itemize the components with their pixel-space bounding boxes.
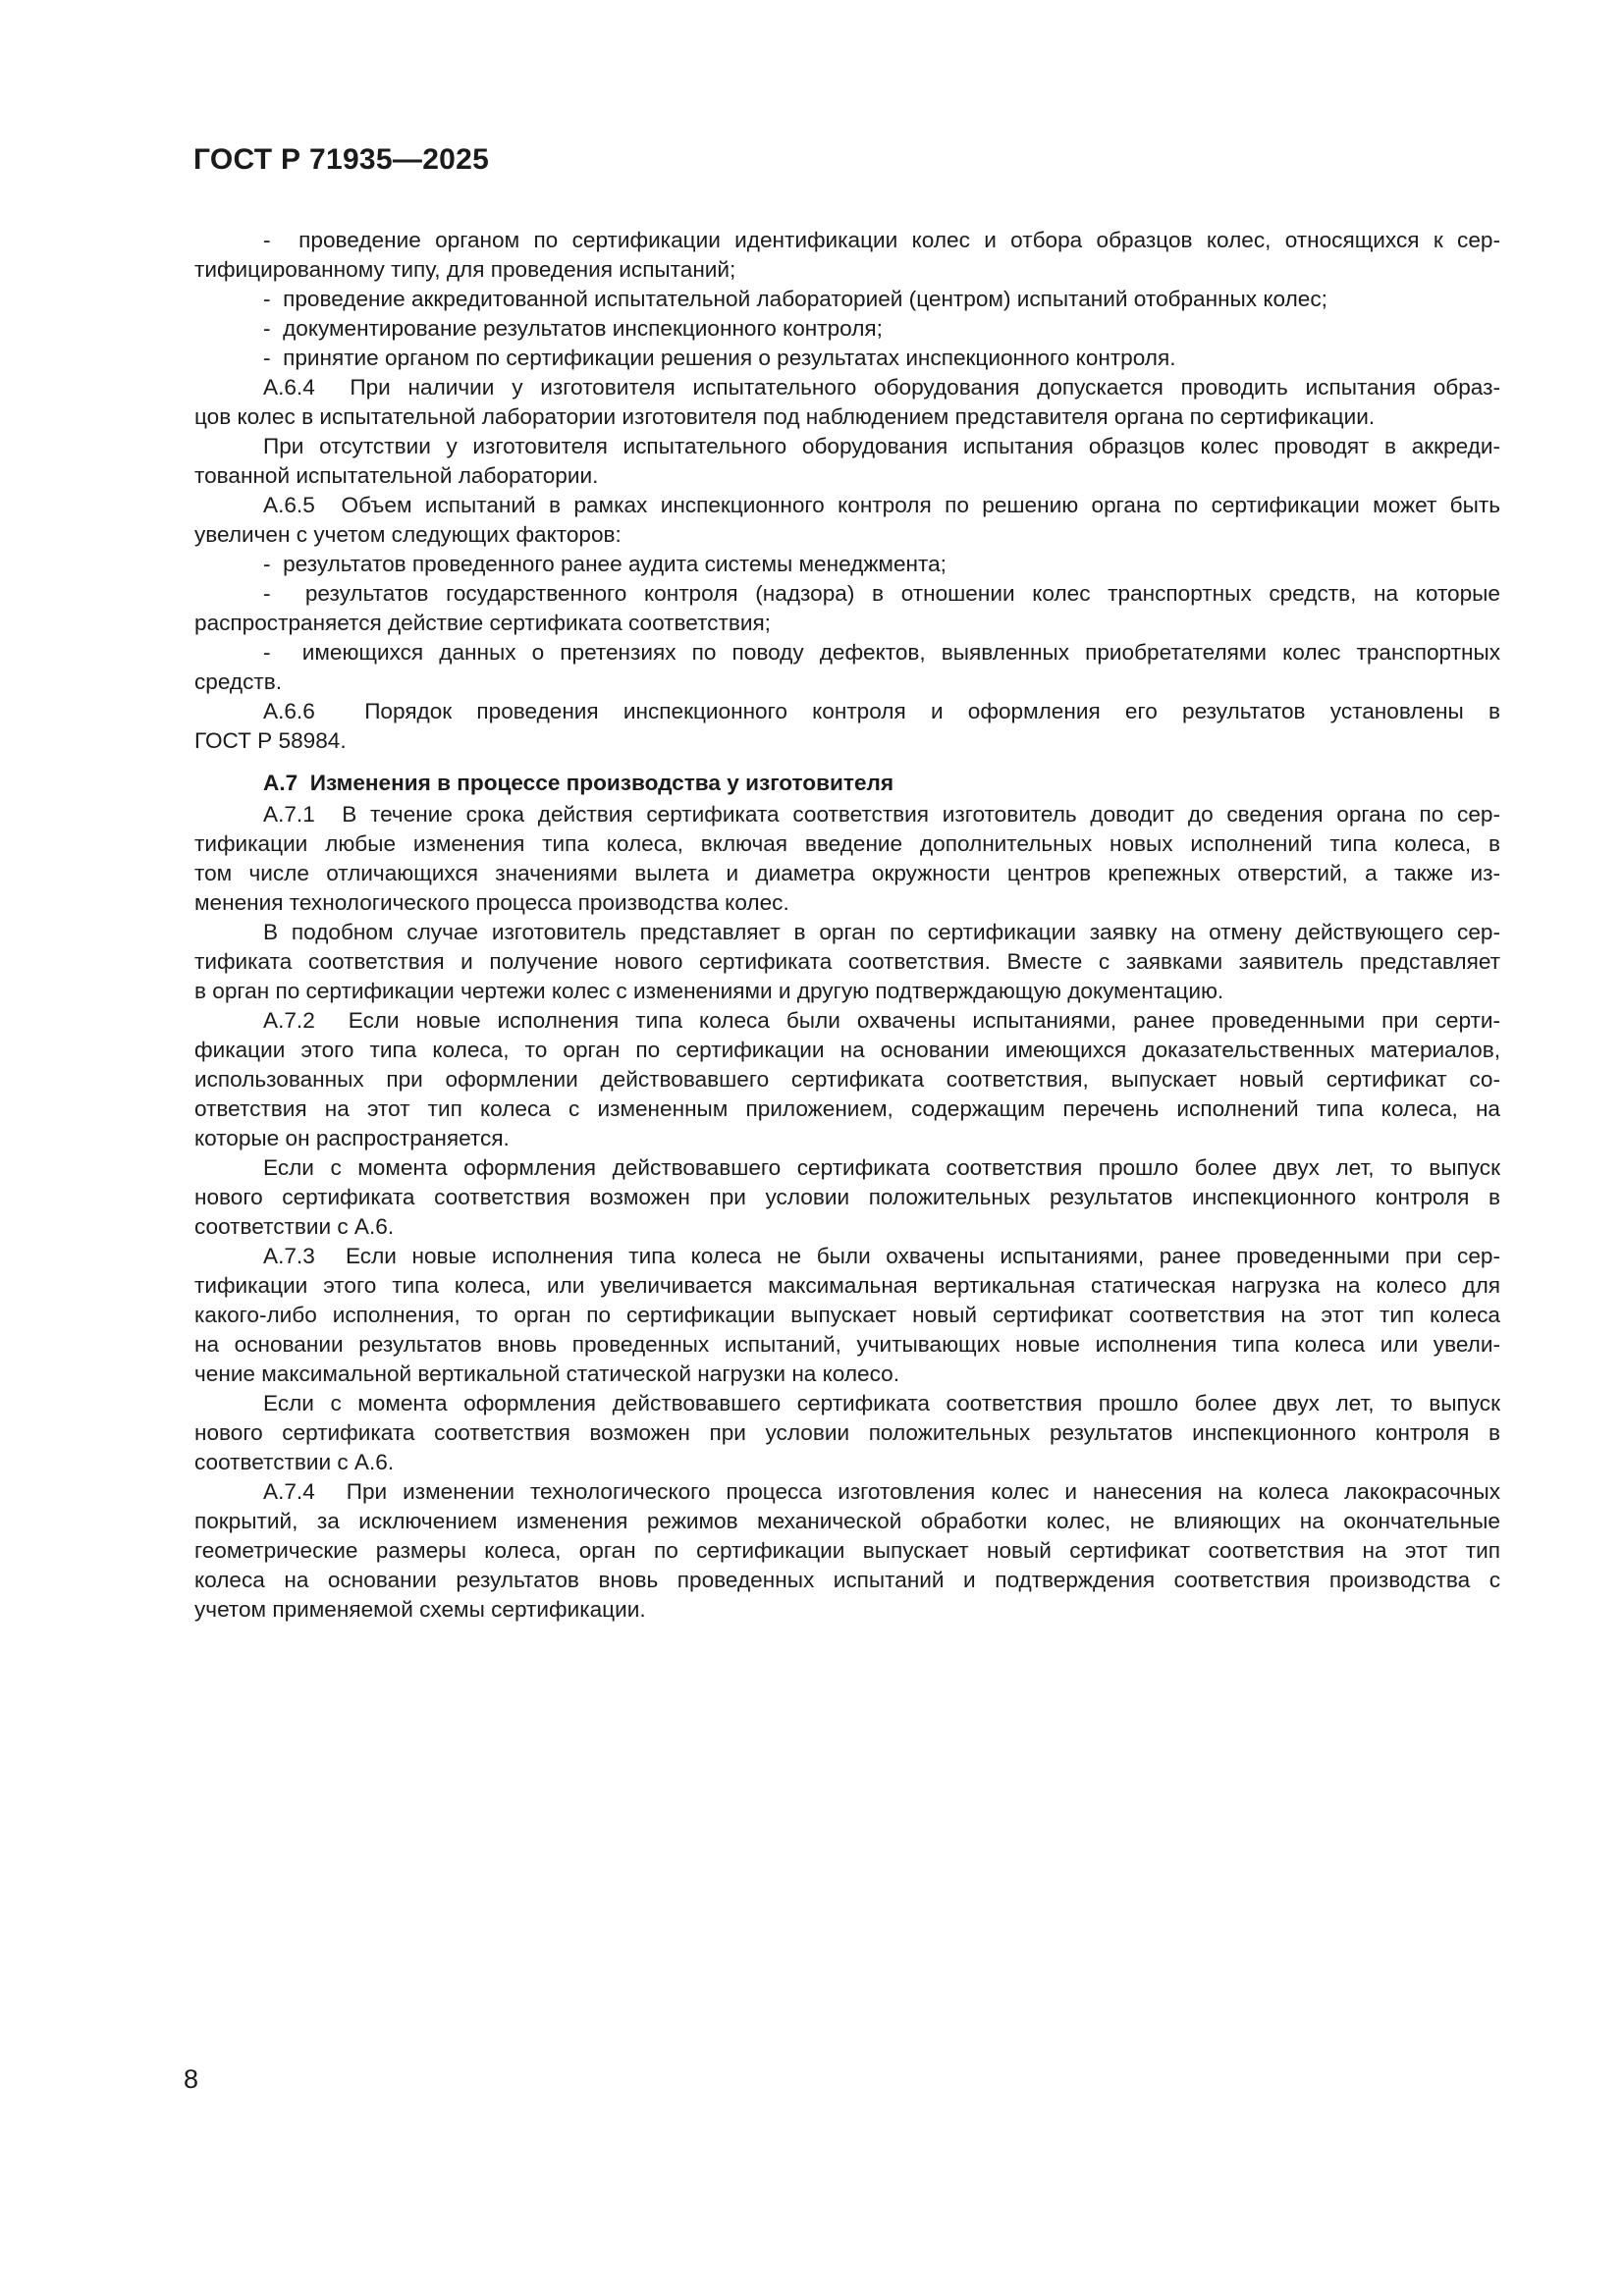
paragraph — [194, 918, 1500, 1006]
text-line: средств. — [194, 669, 283, 694]
text-line: А.7.1 В течение срока действия сертификата соответствия изготовитель доводит до сведения органа по сер- — [263, 802, 1500, 827]
text-line: в орган по сертификации чертежи колес с изменениями и другую подтверждающую документацию. — [194, 979, 1224, 1003]
text-line: соответствии с А.6. — [194, 1214, 395, 1239]
clause-heading: А.7 Изменения в процессе производства у изготовителя — [263, 771, 894, 795]
text-line: нового сертификата соответствия возможен при условии положительных результатов инспекционного контроля в — [194, 1185, 1500, 1209]
text-line: менения технологического процесса производства колес. — [194, 890, 789, 915]
text-line: - проведение органом по сертификации идентификации колес и отбора образцов колес, относящихся к сер- — [263, 228, 1500, 252]
text-line: - результатов государственного контроля (надзора) в отношении колес транспортных средств, на которые — [263, 581, 1500, 606]
text-line: ответствия на этот тип колеса с измененным приложением, содержащим перечень исполнений типа колеса, на — [194, 1096, 1500, 1121]
text-line: чение максимальной вертикальной статической нагрузки на колесо. — [194, 1362, 899, 1386]
text-line: геометрические размеры колеса, орган по сертификации выпускает новый сертификат соответствия на этот тип — [194, 1538, 1500, 1563]
text-line: Если с момента оформления действовавшего сертификата соответствия прошло более двух лет, то выпуск — [263, 1155, 1500, 1180]
paragraph — [194, 550, 1500, 579]
paragraph — [194, 579, 1500, 638]
document-body — [194, 226, 1500, 1625]
text-line: которые он распространяется. — [194, 1126, 510, 1150]
text-line: - результатов проведенного ранее аудита системы менеджмента; — [263, 552, 947, 576]
text-line: А.6.4 При наличии у изготовителя испытательного оборудования допускается проводить испытания образ- — [263, 375, 1500, 400]
paragraph — [194, 373, 1500, 432]
text-line: учетом применяемой схемы сертификации. — [194, 1597, 646, 1622]
text-line: фикации этого типа колеса, то орган по сертификации на основании имеющихся доказательственных материалов, — [194, 1038, 1500, 1062]
text-line: нового сертификата соответствия возможен при условии положительных результатов инспекционного контроля в — [194, 1420, 1500, 1445]
text-line: тификации этого типа колеса, или увеличивается максимальная вертикальная статическая нагрузка на колесо для — [194, 1273, 1500, 1298]
paragraph — [194, 226, 1500, 285]
text-line: - имеющихся данных о претензиях по поводу дефектов, выявленных приобретателями колес транспортных — [263, 640, 1500, 665]
text-line: какого-либо исполнения, то орган по сертификации выпускает новый сертификат соответствия на этот тип колеса — [194, 1303, 1500, 1327]
text-line: том числе отличающихся значениями вылета и диаметра окружности центров крепежных отверстий, а также из- — [194, 861, 1500, 885]
text-line: распространяется действие сертификата соответствия; — [194, 611, 771, 635]
paragraph — [194, 344, 1500, 373]
text-line: А.7.2 Если новые исполнения типа колеса были охвачены испытаниями, ранее проведенными при серти- — [263, 1008, 1500, 1033]
paragraph — [194, 314, 1500, 344]
text-line: тификации любые изменения типа колеса, включая введение дополнительных новых исполнений типа колеса, в — [194, 831, 1500, 856]
paragraph — [194, 432, 1500, 491]
paragraph — [194, 285, 1500, 314]
paragraph — [194, 1153, 1500, 1242]
text-line: Если с момента оформления действовавшего сертификата соответствия прошло более двух лет, то выпуск — [263, 1391, 1500, 1415]
paragraph — [194, 1006, 1500, 1153]
text-line: использованных при оформлении действовавшего сертификата соответствия, выпускает новый сертификат со- — [194, 1067, 1500, 1092]
paragraph — [194, 1389, 1500, 1477]
text-line: цов колес в испытательной лаборатории изготовителя под наблюдением представителя органа по сертификации. — [194, 404, 1376, 429]
text-line: тификата соответствия и получение нового сертификата соответствия. Вместе с заявками заявитель представляет — [194, 949, 1500, 974]
text-line: ГОСТ Р 58984. — [194, 728, 347, 753]
text-line: - проведение аккредитованной испытательной лабораторией (центром) испытаний отобранных колес; — [263, 287, 1327, 311]
paragraph — [194, 1477, 1500, 1625]
page-number: 8 — [184, 2064, 199, 2094]
text-line: соответствии с А.6. — [194, 1450, 395, 1474]
text-line: увеличен с учетом следующих факторов: — [194, 522, 622, 547]
document-standard-designation: ГОСТ Р 71935—2025 — [193, 143, 490, 176]
text-line: А.6.6 Порядок проведения инспекционного контроля и оформления его результатов установлены в — [263, 699, 1500, 723]
text-line: тифицированному типу, для проведения испытаний; — [194, 257, 736, 282]
paragraph — [194, 1242, 1500, 1389]
text-line: А.6.5 Объем испытаний в рамках инспекционного контроля по решению органа по сертификации может быть — [263, 493, 1500, 517]
text-line: А.7.4 При изменении технологического процесса изготовления колес и нанесения на колеса лакокрасочных — [263, 1479, 1500, 1504]
text-line: При отсутствии у изготовителя испытательного оборудования испытания образцов колес проводят в аккреди- — [263, 434, 1500, 458]
text-line: на основании результатов вновь проведенных испытаний, учитывающих новые исполнения типа колеса или увели- — [194, 1332, 1500, 1357]
text-line: покрытий, за исключением изменения режимов механической обработки колес, не влияющих на окончательные — [194, 1509, 1500, 1533]
text-line: В подобном случае изготовитель представляет в орган по сертификации заявку на отмену действующего сер- — [263, 920, 1500, 944]
paragraph — [194, 800, 1500, 918]
text-line: тованной испытательной лаборатории. — [194, 463, 599, 488]
text-line: А.7.3 Если новые исполнения типа колеса не были охвачены испытаниями, ранее проведенными при сер- — [263, 1244, 1500, 1268]
paragraph — [194, 697, 1500, 756]
text-line: - документирование результатов инспекционного контроля; — [263, 316, 883, 341]
text-line: - принятие органом по сертификации решения о результатах инспекционного контроля. — [263, 346, 1176, 370]
paragraph — [194, 491, 1500, 550]
text-line: колеса на основании результатов вновь проведенных испытаний и подтверждения соответствия производства с — [194, 1568, 1500, 1592]
paragraph — [194, 638, 1500, 697]
